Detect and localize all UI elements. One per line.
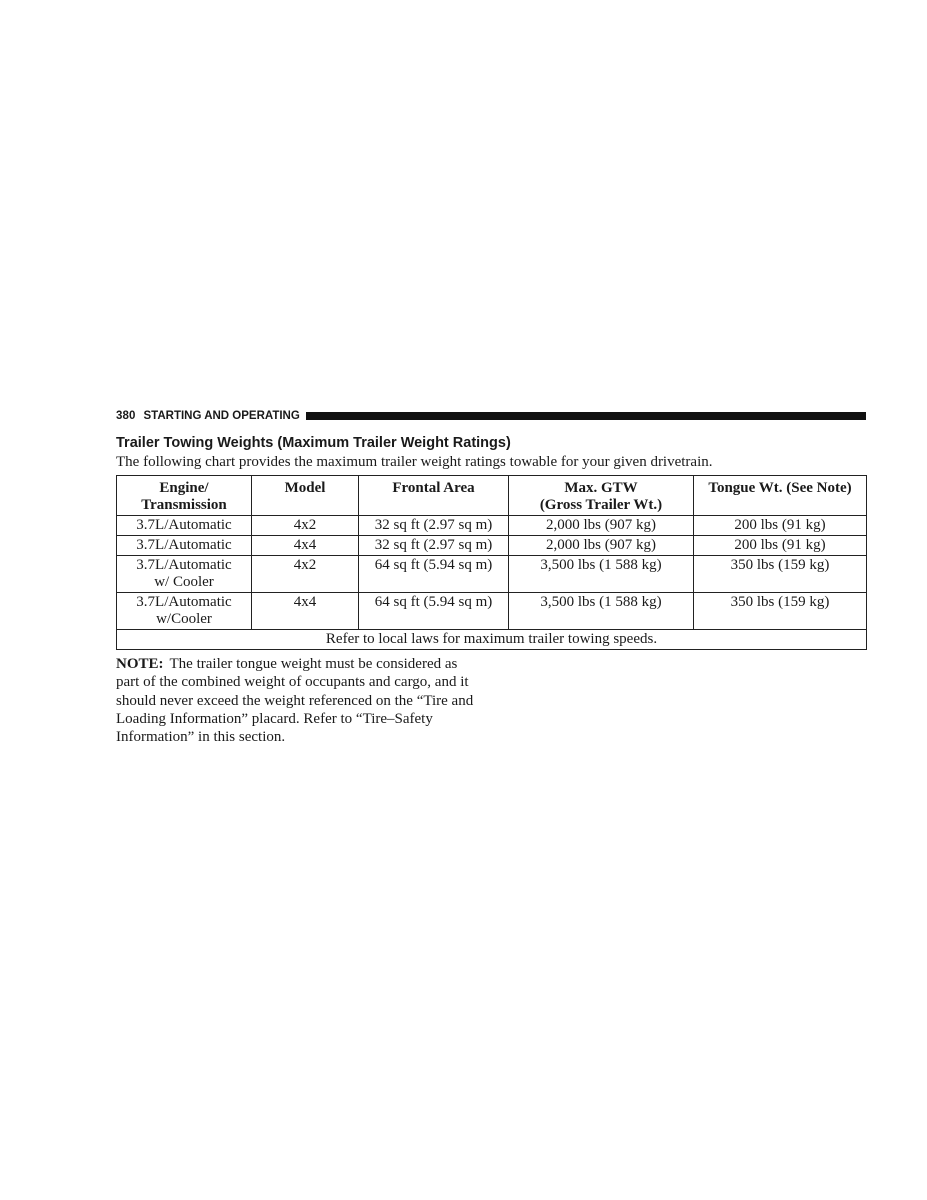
header-model [252,476,359,516]
cell-engine [117,536,252,556]
header-gtw-line2: (Gross Trailer Wt.) [539,497,663,513]
section-heading: Trailer Towing Weights (Maximum Trailer Weight Ratings) [116,435,511,451]
cell-engine-line2: w/ Cooler [154,574,214,590]
header-model-line1: Model [284,480,326,496]
cell-frontal-area: 64 sq ft (5.94 sq m) [359,556,509,593]
cell-max-gtw: 2,000 lbs (907 kg) [509,516,694,536]
cell-model: 4x2 [252,516,359,536]
note-paragraph [116,655,481,746]
trailer-weight-table [116,475,867,650]
cell-engine-line2: w/Cooler [156,611,212,627]
cell-engine-line1: 3.7L/Automatic [136,517,232,533]
section-title: STARTING AND OPERATING [143,410,300,422]
header-engine-line2: Transmission [141,497,227,513]
cell-engine [117,593,252,630]
table-row [117,593,867,630]
cell-max-gtw: 2,000 lbs (907 kg) [509,536,694,556]
table-row [117,556,867,593]
page-number: 380 [116,410,136,422]
cell-model: 4x4 [252,536,359,556]
cell-frontal-area: 64 sq ft (5.94 sq m) [359,593,509,630]
cell-engine-line1: 3.7L/Automatic [136,537,232,553]
header-max-gtw [509,476,694,516]
header-frontal-line1: Frontal Area [392,480,475,496]
header-tongue-wt [694,476,867,516]
cell-tongue-wt: 200 lbs (91 kg) [694,516,867,536]
table-footer-note: Refer to local laws for maximum trailer towing speeds. [117,630,867,650]
cell-engine [117,516,252,536]
table-row [117,516,867,536]
header-engine [117,476,252,516]
note-text: The trailer tongue weight must be considered as part of the combined weight of occupants and cargo, and it should never exceed the weight referenced on the “Tire and Loading Information” placard. Refer to “Tire–Safety Information” in this section. [116,656,474,746]
cell-tongue-wt: 350 lbs (159 kg) [694,593,867,630]
cell-max-gtw: 3,500 lbs (1 588 kg) [509,593,694,630]
header-rule [306,412,866,420]
cell-engine-line1: 3.7L/Automatic [136,557,232,573]
cell-engine [117,556,252,593]
header-engine-line1: Engine/ [159,480,209,496]
table-footer-row [117,630,867,650]
intro-paragraph: The following chart provides the maximum trailer weight ratings towable for your given drivetrain. [116,454,713,470]
cell-engine-line1: 3.7L/Automatic [136,594,232,610]
note-label: NOTE: [116,656,164,672]
header-tongue-line1: Tongue Wt. (See Note) [708,480,852,496]
cell-tongue-wt: 350 lbs (159 kg) [694,556,867,593]
cell-frontal-area: 32 sq ft (2.97 sq m) [359,516,509,536]
cell-frontal-area: 32 sq ft (2.97 sq m) [359,536,509,556]
header-gtw-line1: Max. GTW [564,480,638,496]
table-header-row [117,476,867,516]
cell-model: 4x2 [252,556,359,593]
cell-tongue-wt: 200 lbs (91 kg) [694,536,867,556]
cell-model: 4x4 [252,593,359,630]
table-row [117,536,867,556]
cell-max-gtw: 3,500 lbs (1 588 kg) [509,556,694,593]
header-frontal-area [359,476,509,516]
page-header [116,408,866,424]
